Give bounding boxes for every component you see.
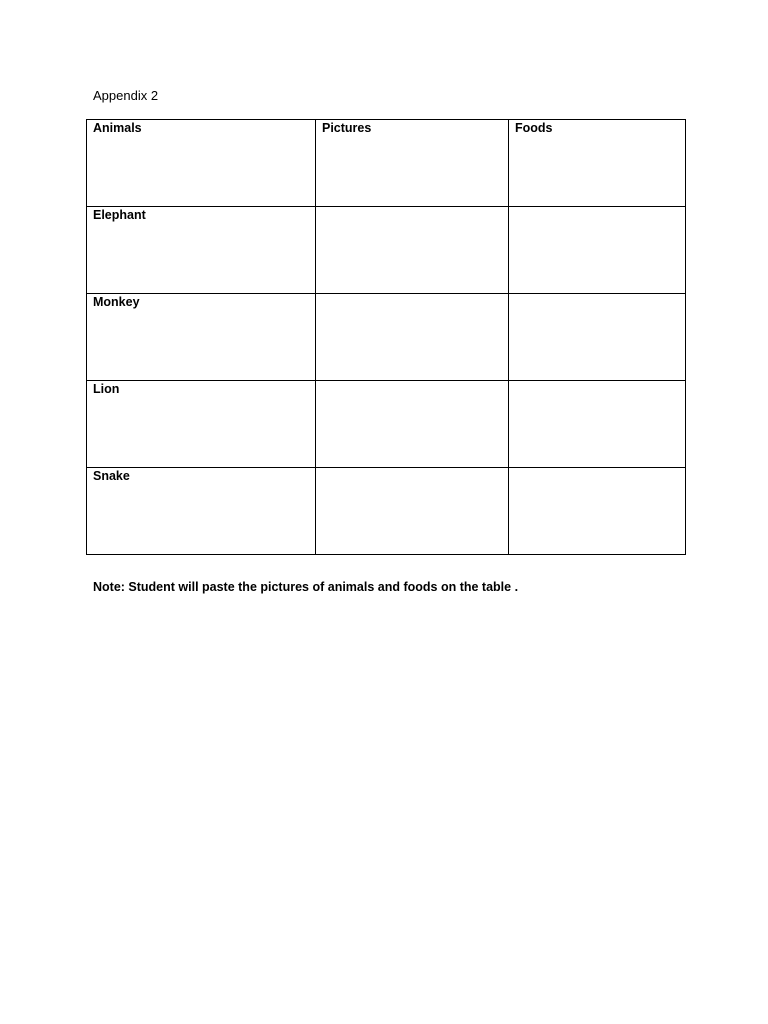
food-cell [509,294,686,381]
animals-table [86,119,686,555]
table-row [87,207,686,294]
animal-cell: Monkey [87,294,316,381]
picture-cell [316,468,509,555]
picture-cell [316,207,509,294]
picture-cell [316,381,509,468]
animal-cell: Elephant [87,207,316,294]
header-animals: Animals [87,120,316,207]
header-pictures: Pictures [316,120,509,207]
animal-cell: Lion [87,381,316,468]
table-row [87,294,686,381]
header-foods: Foods [509,120,686,207]
appendix-heading: Appendix 2 [93,88,159,103]
food-cell [509,381,686,468]
instruction-note: Note: Student will paste the pictures of animals and foods on the table . [93,580,519,594]
table-row [87,468,686,555]
picture-cell [316,294,509,381]
table-header-row [87,120,686,207]
food-cell [509,468,686,555]
table-row [87,381,686,468]
animal-cell: Snake [87,468,316,555]
food-cell [509,207,686,294]
